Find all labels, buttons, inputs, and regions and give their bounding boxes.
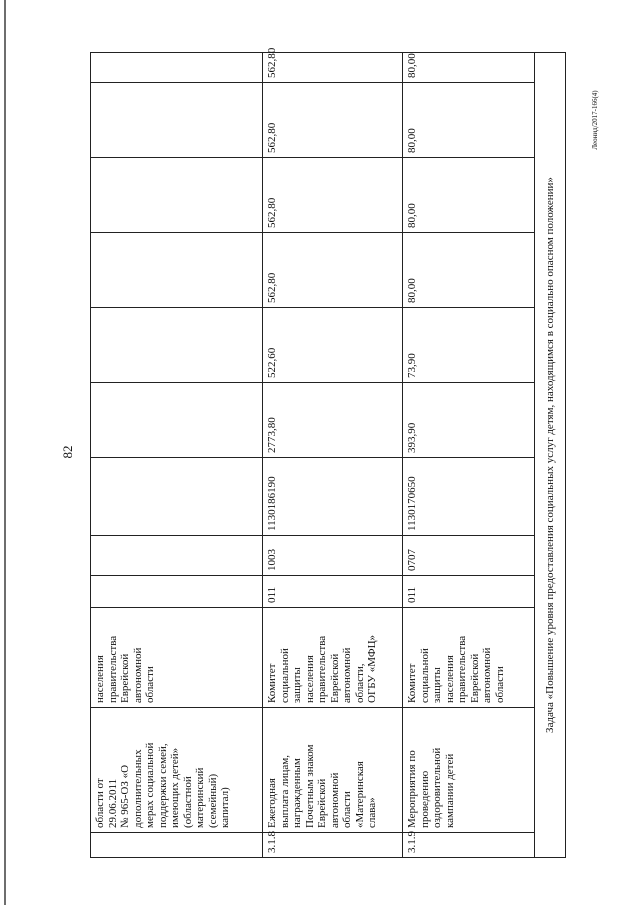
cell-executor: Комитет социальной защиты населения правительства Еврейской автономной области, ОГБУ «МФЦ»	[263, 608, 403, 708]
cell-year-2: 80,00	[403, 233, 535, 308]
cell-rzpr	[91, 536, 263, 576]
cell-executor: Комитет социальной защиты населения правительства Еврейской автономной области	[403, 608, 535, 708]
cell-name: области от 29.06.2011 № 965-ОЗ «О дополнительных мерах социальной поддержки семей, имеющих детей» (областной материнский (семейный) капитал)	[91, 708, 263, 833]
cell-total	[91, 383, 263, 458]
cell-total: 2773,80	[263, 383, 403, 458]
cell-year-1: 522,60	[263, 308, 403, 383]
cell-year-4: 562,80	[263, 83, 403, 158]
cell-year-2	[91, 233, 263, 308]
program-table	[90, 47, 566, 858]
cell-rzpr: 0707	[403, 536, 535, 576]
cell-year-3: 80,00	[403, 158, 535, 233]
cell-year-4	[91, 83, 263, 158]
table-row	[403, 53, 535, 858]
cell-year-2: 562,80	[263, 233, 403, 308]
cell-executor: населения правительства Еврейской автономной области	[91, 608, 263, 708]
cell-grbs: 011	[403, 576, 535, 608]
cell-year-1	[91, 308, 263, 383]
cell-num: 3.1.9	[403, 833, 535, 858]
rotated-table-container	[90, 47, 560, 858]
task-heading: Задача «Повышение уровня предоставления социальных услуг детям, находящимся в социально опасном положении»	[535, 53, 566, 858]
cell-year-4: 80,00	[403, 83, 535, 158]
cell-total: 393,90	[403, 383, 535, 458]
cell-num	[91, 833, 263, 858]
cell-year-5: 562,80	[263, 53, 403, 83]
cell-csr: 1130186190	[263, 458, 403, 536]
document-stamp: Леонид/2017-166(4)	[591, 90, 599, 150]
cell-grbs	[91, 576, 263, 608]
scan-edge-line	[4, 0, 6, 905]
cell-name: Мероприятия по проведению оздоровительной кампании детей	[403, 708, 535, 833]
cell-year-3: 562,80	[263, 158, 403, 233]
cell-csr: 1130170650	[403, 458, 535, 536]
table-row	[91, 53, 263, 858]
cell-year-1: 73,90	[403, 308, 535, 383]
task-row	[535, 53, 566, 858]
cell-csr	[91, 458, 263, 536]
table-row	[263, 53, 403, 858]
page-number: 82	[60, 445, 75, 459]
cell-num: 3.1.8	[263, 833, 403, 858]
cell-rzpr: 1003	[263, 536, 403, 576]
cell-year-5: 80,00	[403, 53, 535, 83]
cell-year-5	[91, 53, 263, 83]
cell-year-3	[91, 158, 263, 233]
cell-name: Ежегодная выплата лицам, награжденным Почетным знаком Еврейской автономной области «Материнская слава»	[263, 708, 403, 833]
cell-grbs: 011	[263, 576, 403, 608]
